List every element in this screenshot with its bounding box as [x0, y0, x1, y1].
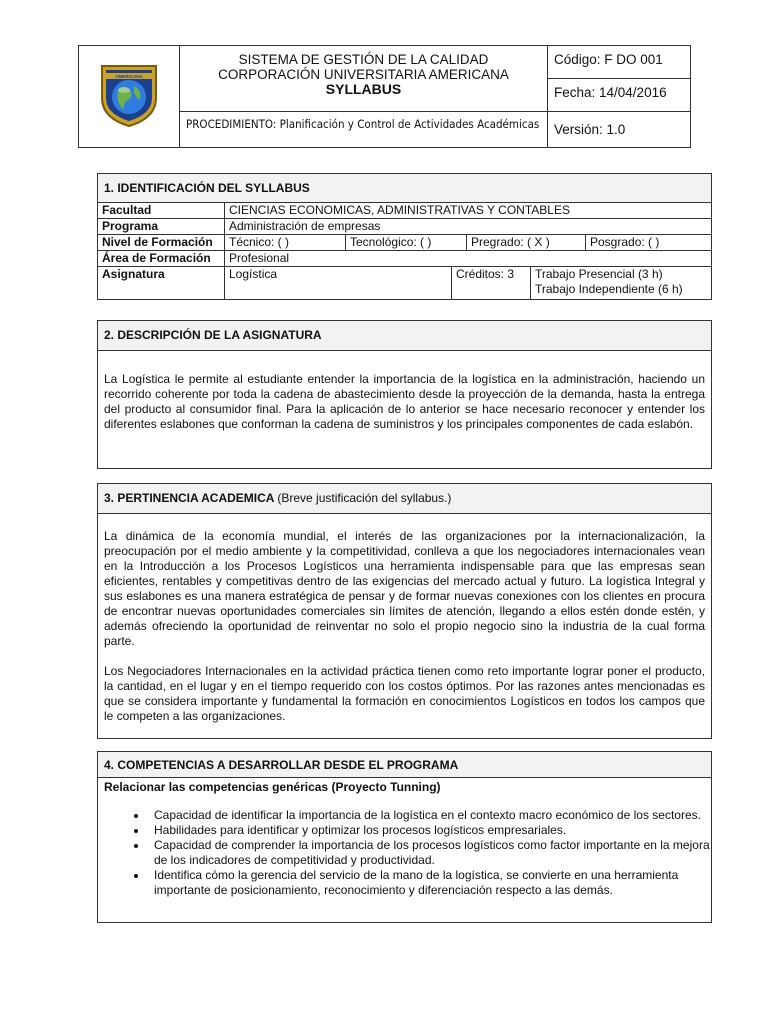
list-item: • Capacidad de comprender la importancia de los procesos logísticos como factor importante en la mejora de los indicadores de competitividad y productividad. [148, 838, 711, 868]
descripcion-text: La Logística le permite al estudiante entender la importancia de la logística en la administración, haciendo un recorrido coherente por toda la cadena de abastecimiento desde la proyección de la demanda, hasta la entrega del producto al consumidor final. Para la aplicación de lo anterior se hace necesario reconocer y entender los diferentes eslabones que conforman la cadena de suministros y los principales componentes de cada eslabón. [104, 372, 705, 431]
pertinencia-paragraph-1: La dinámica de la economía mundial, el interés de las organizaciones por la internacionalización, la preocupación por el medio ambiente y la competitividad, conlleva a que los negociadores internacionales vean en la Introducción a los Procesos Logísticos una herramienta indispensable para que las empresas sean eficientes, rentables y competitivas dentro de las exigencias del mercado actual y futuro. La logística Integral y sus eslabones es una manera estratégica de pensar y de formar nuevas conexiones con los clientes en procura de encontrar nuevas oportunidades comerciales sin límites de atención, llegando a ellos estén donde estén, y además ofreciendo la oportunidad de reinventar no solo el propio negocio sino la industria de la cual forma parte. [104, 529, 705, 648]
identificacion-table [98, 203, 711, 299]
header-line-3: SYLLABUS [325, 81, 402, 97]
posgrado-option: Posgrado: ( ) [586, 235, 712, 251]
list-item: • Capacidad de identificar la importancia de la logística en el contexto macro económico de los sectores. [148, 808, 711, 823]
trabajo-independiente: Trabajo Independiente (6 h) [535, 282, 683, 296]
section-2-title: 2. DESCRIPCIÓN DE LA ASIGNATURA [98, 321, 711, 351]
area-value: Profesional [225, 251, 712, 267]
competencias-list [98, 808, 711, 898]
logo-cell [79, 46, 180, 148]
section-competencias [97, 751, 712, 923]
programa-label: Programa [98, 219, 225, 235]
trabajo-cell [531, 267, 712, 299]
procedimiento-text: PROCEDIMIENTO: Planificación y Control de Actividades Académicas [186, 117, 540, 131]
version-cell: Versión: 1.0 [548, 112, 691, 148]
programa-value: Administración de empresas [225, 219, 712, 235]
competencias-subtitle: Relacionar las competencias genéricas (Proyecto Tunning) [104, 780, 441, 794]
asignatura-value: Logística [229, 267, 278, 281]
pregrado-option: Pregrado: ( X ) [467, 235, 586, 251]
procedimiento-cell [180, 112, 548, 148]
section-identificacion [97, 173, 712, 300]
tecnico-option: Técnico: ( ) [225, 235, 346, 251]
section-1-title: 1. IDENTIFICACIÓN DEL SYLLABUS [98, 174, 711, 203]
section-4-title: 4. COMPETENCIAS A DESARROLLAR DESDE EL PROGRAMA [98, 752, 711, 778]
asignatura-label: Asignatura [98, 267, 225, 300]
list-item: • Identifica cómo la gerencia del servicio de la mano de la logística, se convierte en una herramienta importante de posicionamiento, reconocimiento y diferenciación respecto a las demás. [148, 868, 711, 898]
pertinencia-paragraph-2: Los Negociadores Internacionales en la actividad práctica tienen como reto importante lograr poner el producto, la cantidad, en el lugar y en el tiempo requerido con los costos óptimos. Por las razones antes mencionadas es que se considera importante y fundamental la formación en conocimientos Logísticos en todos los campos que le competen a las organizaciones. [104, 664, 705, 723]
nivel-label: Nivel de Formación [98, 235, 225, 251]
codigo-cell: Código: F DO 001 [548, 46, 691, 79]
section-descripcion [97, 320, 712, 469]
section-3-title: 3. PERTINENCIA ACADEMICA [104, 491, 275, 505]
list-item: • Habilidades para identificar y optimizar los procesos logísticos empresariales. [148, 823, 711, 838]
fecha-cell: Fecha: 14/04/2016 [548, 79, 691, 112]
university-logo [94, 60, 164, 130]
area-label: Área de Formación [98, 251, 225, 267]
creditos-value: Créditos: 3 [452, 267, 531, 299]
header-line-1: SISTEMA DE GESTIÓN DE LA CALIDAD [238, 52, 489, 67]
header-line-2: CORPORACIÓN UNIVERSITARIA AMERICANA [218, 67, 509, 82]
facultad-label: Facultad [98, 203, 225, 219]
section-pertinencia [97, 483, 712, 739]
section-3-subtitle: (Breve justificación del syllabus.) [277, 491, 452, 505]
trabajo-presencial: Trabajo Presencial (3 h) [535, 267, 663, 281]
facultad-value: CIENCIAS ECONOMICAS, ADMINISTRATIVAS Y CONTABLES [225, 203, 712, 219]
section-3-header [98, 484, 711, 514]
header-title-cell [180, 46, 548, 112]
document-header [78, 45, 691, 148]
tecnologico-option: Tecnológico: ( ) [346, 235, 467, 251]
svg-text:AMERICANA: AMERICANA [115, 73, 143, 79]
